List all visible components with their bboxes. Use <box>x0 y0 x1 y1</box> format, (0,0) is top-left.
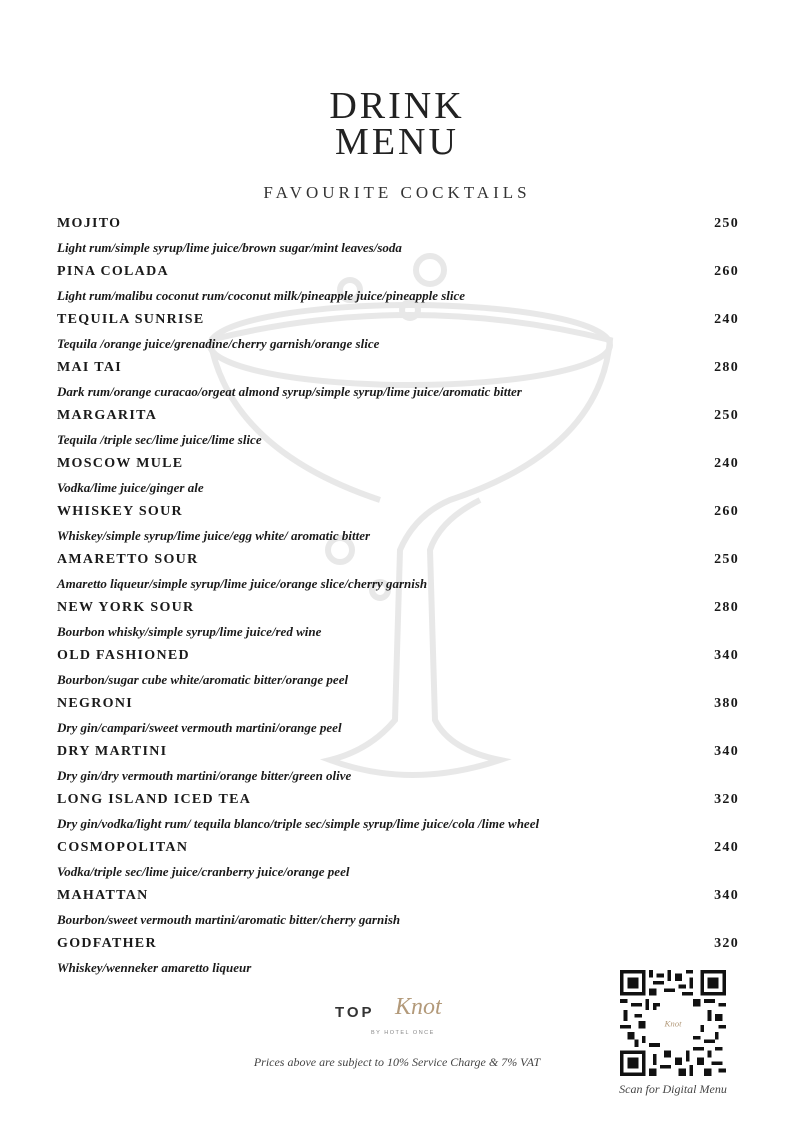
price-footnote: Prices above are subject to 10% Service Charge & 7% VAT <box>253 1055 541 1069</box>
item-price: 250 <box>714 552 739 567</box>
item-price: 340 <box>714 888 739 903</box>
item-name: COSMOPOLITAN <box>57 840 189 855</box>
item-price: 280 <box>714 600 739 615</box>
menu-item <box>57 212 739 260</box>
item-name: MOSCOW MULE <box>57 456 184 471</box>
menu-item <box>57 836 739 884</box>
menu-item <box>57 884 739 932</box>
qr-code-icon[interactable] <box>620 970 726 1076</box>
page-title <box>0 85 794 163</box>
item-description: Light rum/simple syrup/lime juice/brown sugar/mint leaves/soda <box>57 240 402 255</box>
menu-item <box>57 788 739 836</box>
menu-item <box>57 308 739 356</box>
item-price: 250 <box>714 216 739 231</box>
menu-item <box>57 740 739 788</box>
item-price: 280 <box>714 360 739 375</box>
menu-item <box>57 548 739 596</box>
title-line-1: DRINK <box>329 85 465 127</box>
item-description: Vodka/triple sec/lime juice/cranberry juice/orange peel <box>57 864 350 879</box>
menu-item <box>57 596 739 644</box>
item-price: 240 <box>714 312 739 327</box>
menu-item <box>57 452 739 500</box>
item-description: Bourbon/sugar cube white/aromatic bitter/orange peel <box>57 672 349 687</box>
section-subtitle: FAVOURITE COCKTAILS <box>263 183 531 202</box>
item-name: LONG ISLAND ICED TEA <box>57 792 252 807</box>
item-name: DRY MARTINI <box>57 744 168 759</box>
menu-list <box>57 212 739 980</box>
item-name: NEW YORK SOUR <box>57 600 195 615</box>
item-name: GODFATHER <box>57 936 157 951</box>
item-price: 240 <box>714 456 739 471</box>
logo-word: TOP <box>335 1004 375 1021</box>
item-name: MAI TAI <box>57 360 122 375</box>
item-price: 260 <box>714 264 739 279</box>
item-description: Dry gin/dry vermouth martini/orange bitter/green olive <box>57 768 352 783</box>
item-description: Whiskey/wenneker amaretto liqueur <box>57 960 252 975</box>
item-price: 380 <box>714 696 739 711</box>
item-name: TEQUILA SUNRISE <box>57 312 205 327</box>
item-price: 250 <box>714 408 739 423</box>
title-line-2: MENU <box>335 121 459 163</box>
item-price: 340 <box>714 648 739 663</box>
item-price: 340 <box>714 744 739 759</box>
item-description: Light rum/malibu coconut rum/coconut milk/pineapple juice/pineapple slice <box>57 288 466 303</box>
logo-subtitle: BY HOTEL ONCE <box>371 1030 435 1036</box>
item-description: Dry gin/campari/sweet vermouth martini/orange peel <box>57 720 342 735</box>
item-name: AMARETTO SOUR <box>57 552 199 567</box>
item-name: MAHATTAN <box>57 888 149 903</box>
item-name: OLD FASHIONED <box>57 648 190 663</box>
item-price: 260 <box>714 504 739 519</box>
item-description: Dry gin/vodka/light rum/ tequila blanco/triple sec/simple syrup/lime juice/cola /lime wheel <box>57 816 540 831</box>
item-price: 240 <box>714 840 739 855</box>
menu-item <box>57 644 739 692</box>
logo-script: Knot <box>395 994 442 1020</box>
item-description: Tequila /triple sec/lime juice/lime slice <box>57 432 262 447</box>
item-description: Bourbon whisky/simple syrup/lime juice/red wine <box>57 624 322 639</box>
item-price: 320 <box>714 792 739 807</box>
item-name: PINA COLADA <box>57 264 169 279</box>
menu-item <box>57 692 739 740</box>
item-name: WHISKEY SOUR <box>57 504 183 519</box>
item-description: Amaretto liqueur/simple syrup/lime juice/orange slice/cherry garnish <box>57 576 428 591</box>
menu-item <box>57 500 739 548</box>
menu-item <box>57 404 739 452</box>
item-description: Tequila /orange juice/grenadine/cherry garnish/orange slice <box>57 336 380 351</box>
item-description: Bourbon/sweet vermouth martini/aromatic bitter/cherry garnish <box>57 912 401 927</box>
item-description: Whiskey/simple syrup/lime juice/egg white/ aromatic bitter <box>57 528 371 543</box>
item-price: 320 <box>714 936 739 951</box>
item-description: Vodka/lime juice/ginger ale <box>57 480 204 495</box>
topknot-logo <box>335 994 465 1040</box>
item-description: Dark rum/orange curacao/orgeat almond syrup/simple syrup/lime juice/aromatic bitter <box>57 384 522 399</box>
item-name: NEGRONI <box>57 696 133 711</box>
qr-caption: Scan for Digital Menu <box>619 1082 727 1096</box>
qr-center-logo: Knot <box>664 1018 682 1029</box>
item-name: MARGARITA <box>57 408 158 423</box>
item-name: MOJITO <box>57 216 122 231</box>
menu-item <box>57 356 739 404</box>
menu-item <box>57 260 739 308</box>
